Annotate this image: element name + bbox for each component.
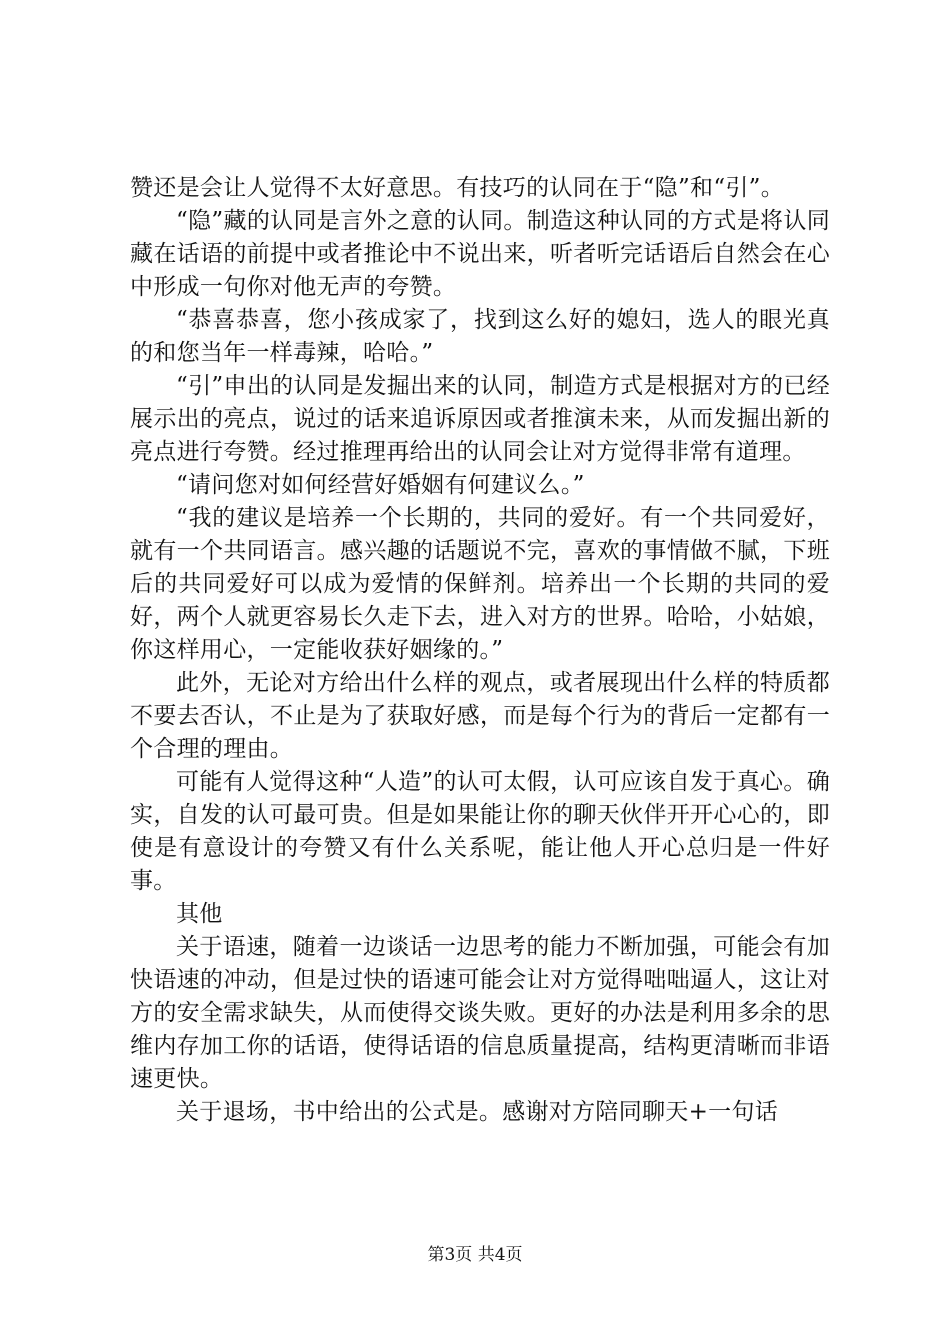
paragraph-6: “我的建议是培养一个长期的，共同的爱好。有一个共同爱好，就有一个共同语言。感兴趣的话题说不完，喜欢的事情做不腻，下班后的共同爱好可以成为爱情的保鲜剂。培养出一个长期的共同的爱好，两个人就更容易长久走下去，进入对方的世界。哈哈，小姑娘，你这样用心，一定能收获好姻缘的。” [130, 505, 830, 663]
paragraph-5: “请问您对如何经营好婚姻有何建议么。” [176, 472, 585, 498]
paragraph-9: 关于语速，随着一边谈话一边思考的能力不断加强，可能会有加快语速的冲动，但是过快的语速可能会让对方觉得咄咄逼人，这让对方的安全需求缺失，从而使得交谈失败。更好的办法是利用多余的思维内存加工你的话语，使得话语的信息质量提高，结构更清晰而非语速更快。 [130, 934, 830, 1092]
paragraph-4: “引”申出的认同是发掘出来的认同，制造方式是根据对方的已经展示出的亮点，说过的话来追诉原因或者推演未来，从而发掘出新的亮点进行夸赞。经过推理再给出的认同会让对方觉得非常有道理。 [130, 373, 830, 465]
paragraph-3: “恭喜恭喜，您小孩成家了，找到这么好的媳妇，选人的眼光真的和您当年一样毒辣，哈哈。” [130, 307, 830, 366]
document-body [130, 172, 830, 1129]
paragraph-2: “隐”藏的认同是言外之意的认同。制造这种认同的方式是将认同藏在话语的前提中或者推论中不说出来，听者听完话语后自然会在心中形成一句你对他无声的夸赞。 [130, 208, 830, 300]
page-number-footer: 第3页 共4页 [427, 1245, 523, 1265]
section-heading-other: 其他 [176, 901, 223, 927]
paragraph-1: 赞还是会让人觉得不太好意思。有技巧的认同在于“隐”和“引”。 [130, 175, 785, 201]
paragraph-7: 此外，无论对方给出什么样的观点，或者展现出什么样的特质都不要去否认，不止是为了获取好感，而是每个行为的背后一定都有一个合理的理由。 [130, 670, 830, 762]
paragraph-10: 关于退场，书中给出的公式是。感谢对方陪同聊天+一句话 [176, 1099, 779, 1125]
paragraph-8: 可能有人觉得这种“人造”的认可太假，认可应该自发于真心。确实，自发的认可最可贵。但是如果能让你的聊天伙伴开开心心的，即使是有意设计的夸赞又有什么关系呢，能让他人开心总归是一件好事。 [130, 769, 830, 894]
